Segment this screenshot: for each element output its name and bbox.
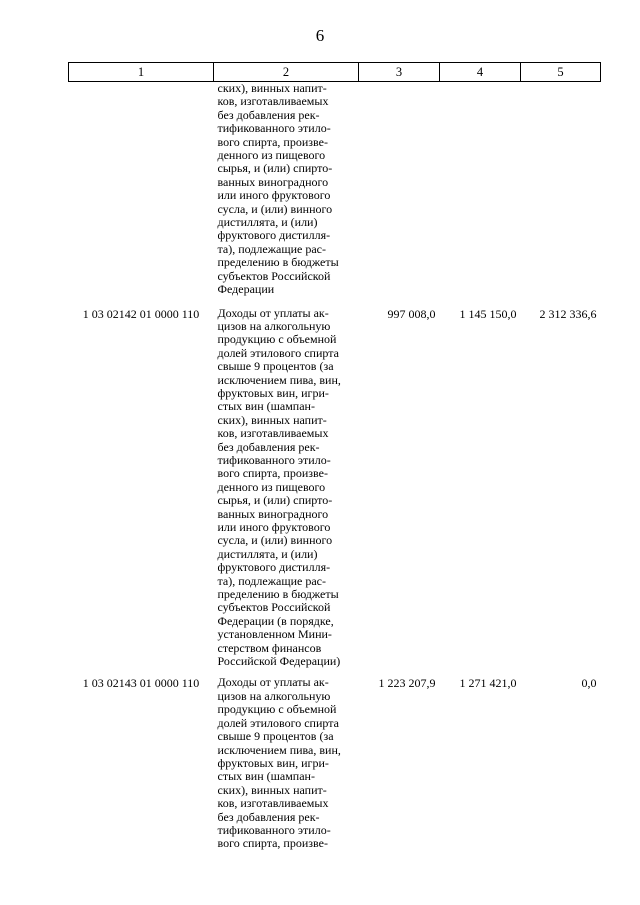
revenue-code: 1 03 02142 01 0000 110 [82, 306, 200, 321]
header-col-1: 1 [69, 63, 214, 82]
table-row-continuation [69, 82, 601, 307]
table-body [69, 82, 601, 851]
revenue-code: 1 03 02143 01 0000 110 [82, 676, 200, 691]
continuation-description: ских), винных напит- ков, изготавливаемых без добавления рек- тификованного этило- вого спирта, произве- денного из пищевого сырья, и (или) спирто- ванных виноградного или иного фруктового сусла, и (или) винного дистиллята, и (или) фруктового дистилля- та), подлежащие рас- пределению в бюджеты субъектов Российской Федерации [217, 81, 339, 297]
revenue-description: Доходы от уплаты ак- цизов на алкогольную продукцию с объемной долей этилового спирта свыше 9 процентов (за исключением пива, вин, фруктовых вин, игри- стых вин (шампан- ских), винных напит- ков, изготавливаемых без добавления рек- тификованного этило- вого спирта, произве- [217, 675, 341, 851]
value-col-4: 1 145 150,0 [459, 306, 517, 321]
page-number: 6 [315, 26, 325, 45]
value-col-3: 997 008,0 [387, 306, 436, 321]
header-col-4: 4 [440, 63, 521, 82]
table-row [69, 307, 601, 677]
value-col-5: 2 312 336,6 [539, 306, 597, 321]
continuation-description-cell [214, 82, 359, 307]
header-col-2: 2 [214, 63, 359, 82]
header-col-3: 3 [359, 63, 440, 82]
table-header [69, 63, 601, 82]
revenue-description-cell [214, 676, 359, 850]
value-col-5: 0,0 [581, 676, 597, 691]
revenue-description-cell [214, 307, 359, 677]
value-col-3: 1 223 207,9 [378, 676, 436, 691]
table-row [69, 676, 601, 850]
header-row [69, 63, 601, 82]
continuation-code-cell [69, 82, 214, 307]
budget-revenue-table [68, 62, 601, 851]
header-col-5: 5 [521, 63, 601, 82]
value-col-4: 1 271 421,0 [459, 676, 517, 691]
revenue-description: Доходы от уплаты ак- цизов на алкогольную продукцию с объемной долей этилового спирта свыше 9 процентов (за исключением пива, вин, фруктовых вин, игри- стых вин (шампан- ских), винных напит- ков, изготавливаемых без добавления рек- тификованного этило- вого спирта, произве- денного из пищевого сырья, и (или) спирто- ванных виноградного или иного фруктового сусла, и (или) винного дистиллята, и (или) фруктового дистилля- та), подлежащие рас- пределению в бюджеты субъектов Российской Федерации (в порядке, установленном Мини- стерством финансов Российской Федерации) [217, 305, 341, 669]
